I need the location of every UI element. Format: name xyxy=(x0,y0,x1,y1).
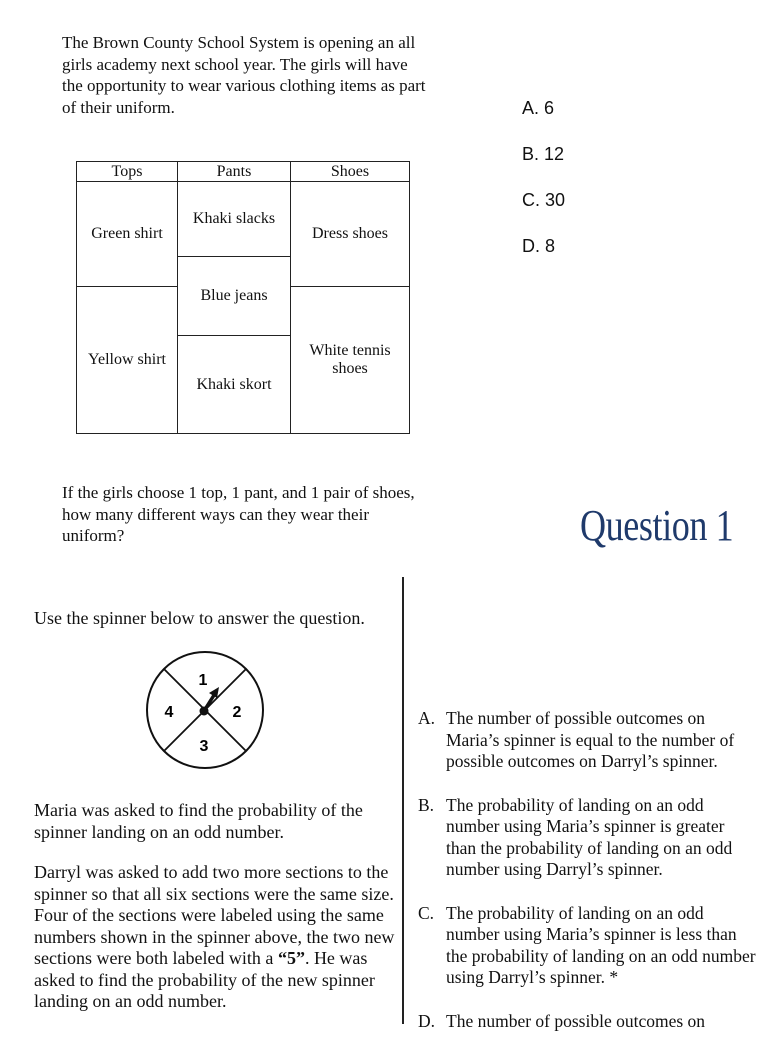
q2-answer-c[interactable] xyxy=(418,903,758,989)
q1-choices xyxy=(522,98,565,282)
top-yellow-shirt: Yellow shirt xyxy=(77,287,178,434)
header-pants: Pants xyxy=(178,162,291,182)
header-shoes: Shoes xyxy=(291,162,410,182)
q2-passage xyxy=(34,800,396,1032)
header-tops: Tops xyxy=(77,162,178,182)
spinner-label-1: 1 xyxy=(198,672,208,689)
answer-letter: D. xyxy=(418,1010,436,1031)
shoe-dress-shoes: Dress shoes xyxy=(291,182,410,287)
q2-darryl-text-end: . He was asked to find the probability of the new spinner landing on an odd number. xyxy=(34,948,375,1011)
answer-letter: A. xyxy=(418,708,436,728)
q1-choice-d[interactable]: D. 8 xyxy=(522,236,556,256)
q2-answer-d[interactable] xyxy=(418,1011,758,1033)
q1-choice-a[interactable]: A. 6 xyxy=(522,98,555,118)
pant-blue-jeans: Blue jeans xyxy=(178,257,291,336)
uniform-table xyxy=(76,161,410,434)
q1-passage: The Brown County School System is opening an all girls academy next school year. The girls will have the opportunity to wear various clothing items as part of their uniform. xyxy=(62,33,426,117)
q2-intro: Use the spinner below to answer the question. xyxy=(34,608,365,628)
answer-text: The probability of landing on an odd number using Maria’s spinner is less than the probability of landing on an odd number using Darryl’s spinner. * xyxy=(446,902,756,987)
q1-choice-b[interactable]: B. 12 xyxy=(522,144,565,164)
q2-darryl-paragraph xyxy=(34,862,396,1013)
pant-khaki-skort: Khaki skort xyxy=(178,336,291,434)
answer-text: The number of possible outcomes on xyxy=(446,1010,706,1031)
top-green-shirt: Green shirt xyxy=(77,182,178,287)
answer-text: The number of possible outcomes on Maria’s spinner is equal to the number of possible outcomes on Darryl’s spinner. xyxy=(446,708,735,771)
answer-letter: B. xyxy=(418,794,435,815)
q1-prompt: If the girls choose 1 top, 1 pant, and 1 pair of shoes, how many different ways can they wear their uniform? xyxy=(62,483,415,545)
q2-answer-b[interactable] xyxy=(418,795,758,881)
q2-darryl-text-start: Darryl was asked to add two more sections to the spinner so that all six sections were the same size. Four of the sections were labeled using the same numbers shown in the spinner above, the two new sections were both labeled with a xyxy=(34,862,395,968)
spinner-figure xyxy=(145,650,267,772)
q2-maria-paragraph: Maria was asked to find the probability of the spinner landing on an odd number. xyxy=(34,800,363,842)
question-heading: Question 1 xyxy=(580,501,734,550)
shoe-white-tennis: White tennis shoes xyxy=(291,287,410,434)
q1-choice-c[interactable]: C. 30 xyxy=(522,190,566,210)
spinner-label-4: 4 xyxy=(164,704,174,721)
q2-darryl-bold-five: “5” xyxy=(277,948,305,968)
q2-answers xyxy=(418,708,758,1054)
spinner-label-2: 2 xyxy=(232,704,242,721)
spinner-hub xyxy=(200,707,209,716)
column-divider xyxy=(402,577,404,1024)
spinner-label-3: 3 xyxy=(199,738,209,755)
q2-answer-a[interactable] xyxy=(418,708,758,773)
answer-text: The probability of landing on an odd number using Maria’s spinner is greater than the probability of landing on an odd number using Darryl’s spinner. xyxy=(446,794,733,879)
answer-letter: C. xyxy=(418,902,435,923)
pant-khaki-slacks: Khaki slacks xyxy=(178,182,291,257)
